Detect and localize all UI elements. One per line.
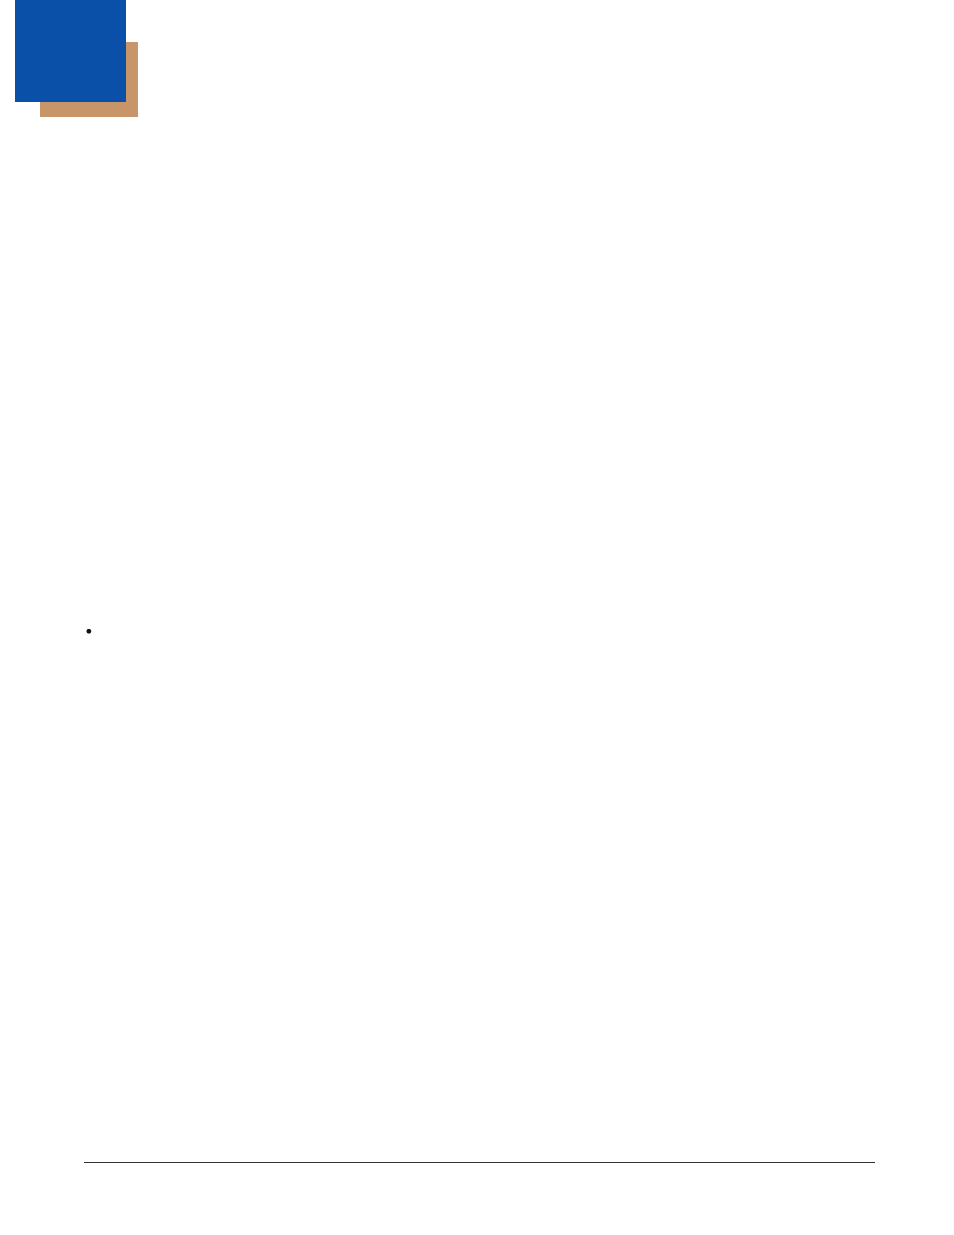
footer-rule [84,1162,875,1163]
chapter-number [15,0,126,102]
keyboard-55-full-image [712,312,868,550]
keyboard-34-numeric-image [298,312,456,550]
keyboard-43-alpha-image [506,312,661,550]
keyboard-34-alpha-image [97,312,247,550]
